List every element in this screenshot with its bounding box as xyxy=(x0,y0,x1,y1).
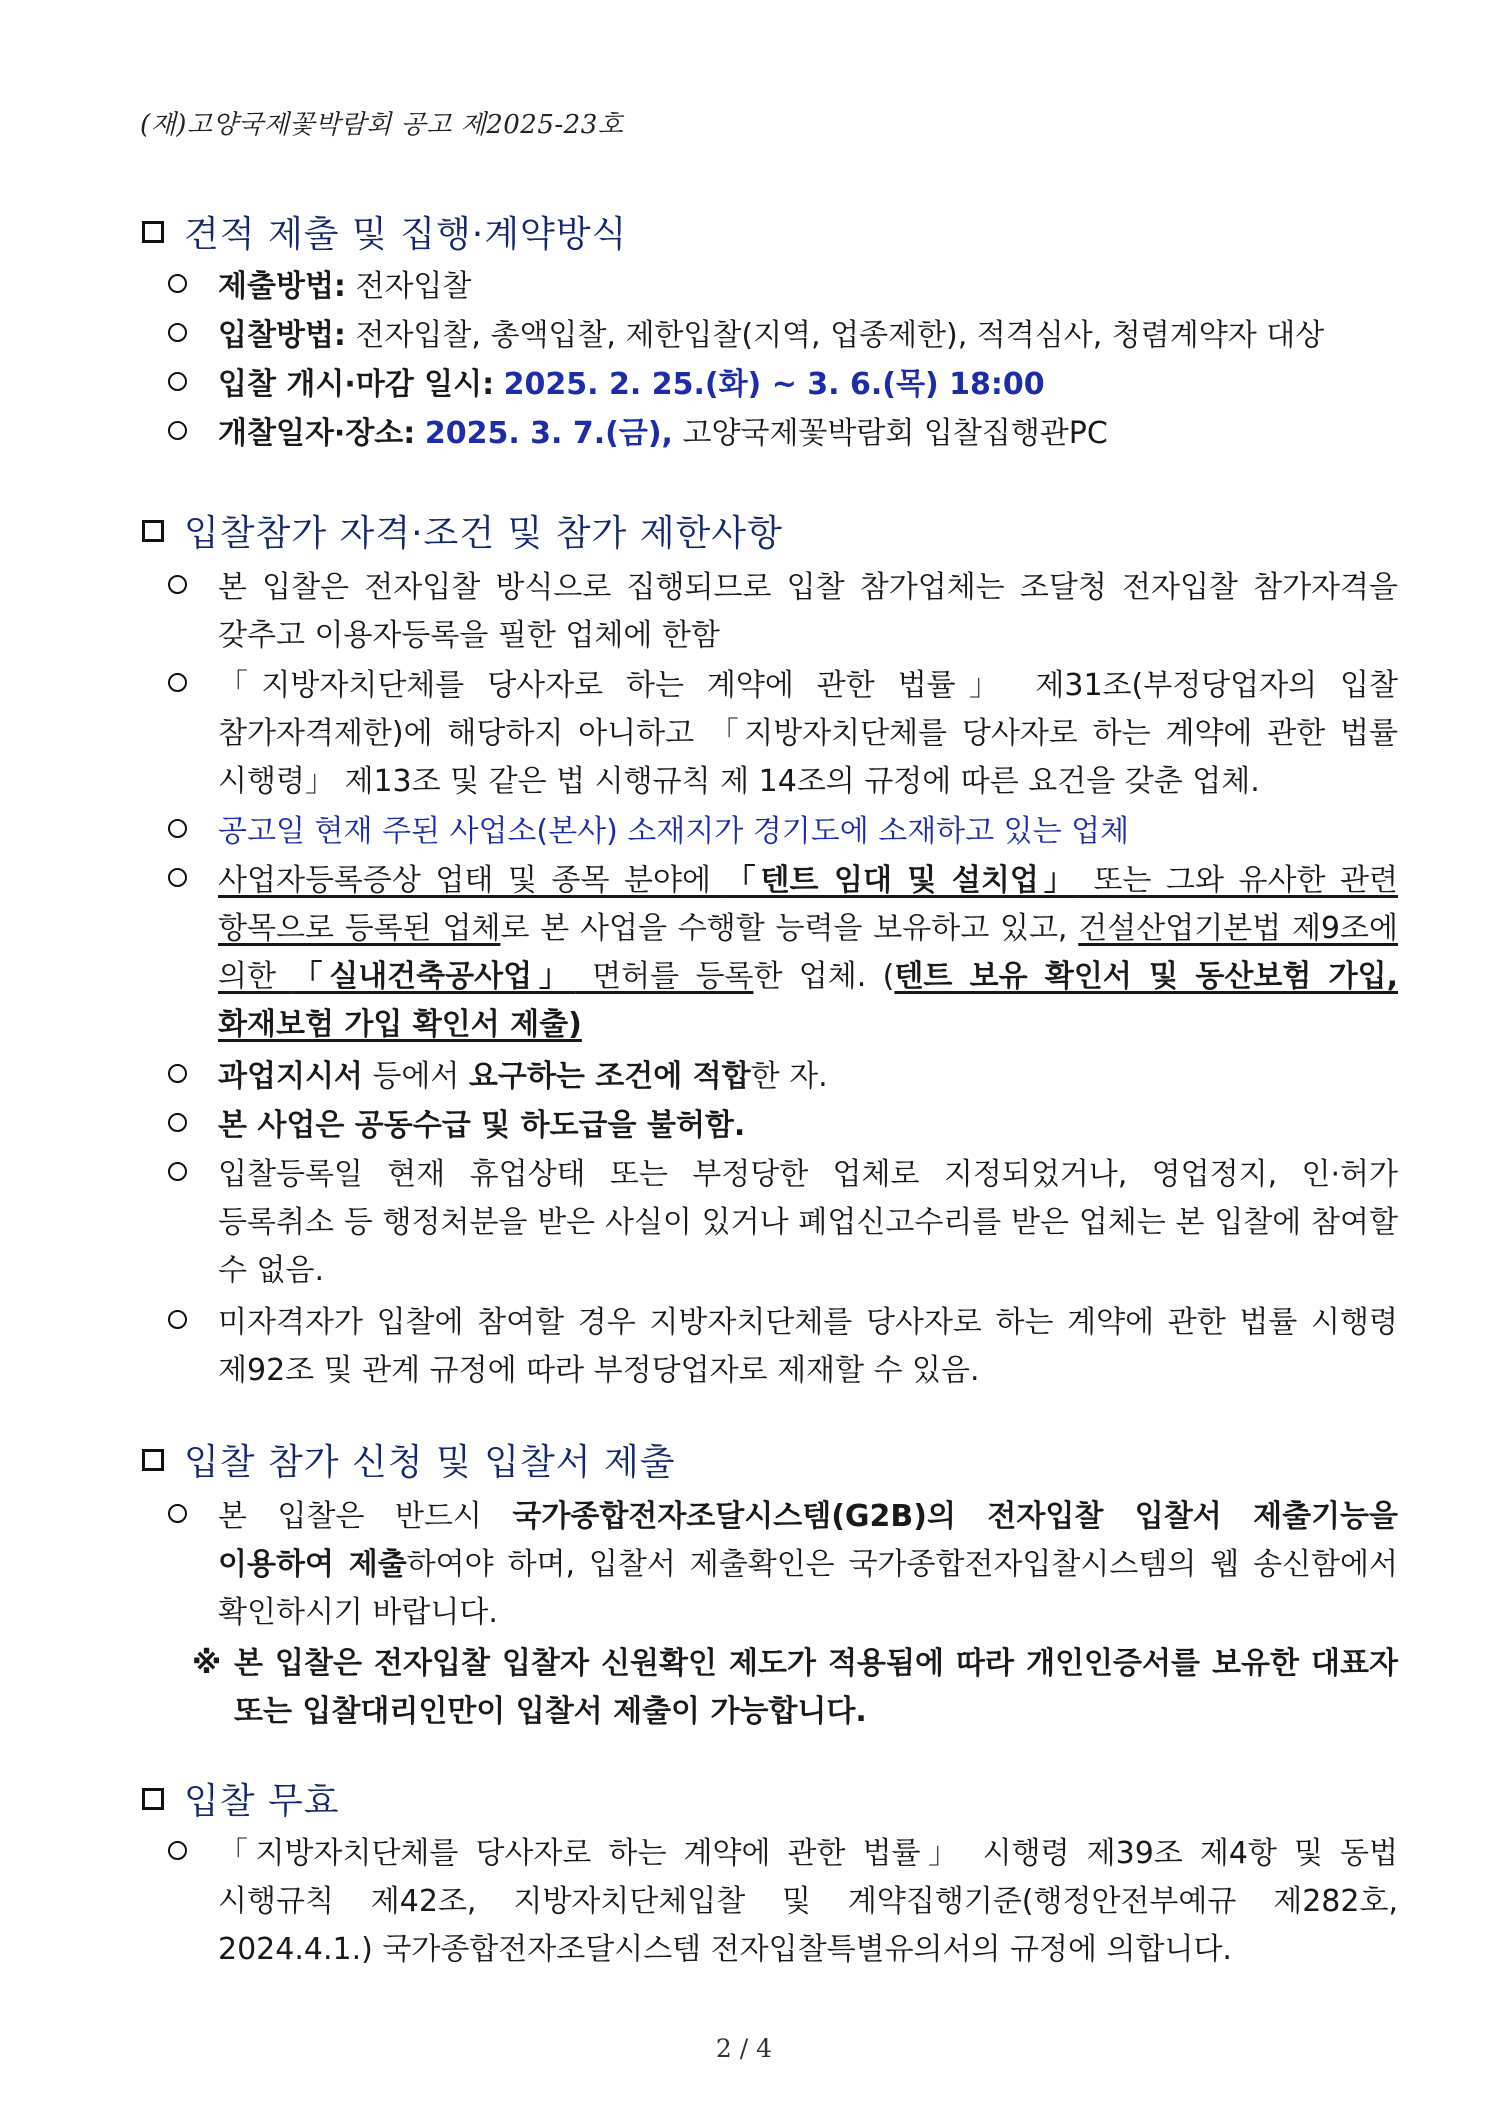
list-item-qualification-6: 본 사업은 공동수급 및 하도급을 불허함. xyxy=(168,1102,1398,1150)
list-item-qualification-8: 미자격자가 입찰에 참여할 경우 지방자치단체를 당사자로 하는 계약에 관한 법률 시행령 제92조 및 관계 규정에 따라 부정당업자로 제재할 수 있음. xyxy=(168,1299,1398,1395)
checkbox-square-icon xyxy=(142,520,164,542)
circle-bullet-icon xyxy=(168,1310,187,1329)
circle-bullet-icon xyxy=(168,1162,187,1181)
list-item-opening: 개찰일자·장소: 2025. 3. 7.(금), 고양국제꽃박람회 입찰집행관PC xyxy=(168,410,1398,458)
circle-bullet-icon xyxy=(168,1064,187,1083)
list-item-qualification-1: 본 입찰은 전자입찰 방식으로 집행되므로 입찰 참가업체는 조달청 전자입찰 참가자격을 갖추고 이용자등록을 필한 업체에 한함 xyxy=(168,564,1398,660)
list-item-bid-period: 입찰 개시·마감 일시: 2025. 2. 25.(화) ~ 3. 6.(목) 18:00 xyxy=(168,361,1398,409)
notice-number: (재)고양국제꽃박람회 공고 제2025-23호 xyxy=(140,110,624,140)
reference-mark: ※ xyxy=(192,1646,222,1681)
list-item-qualification-2: 「지방자치단체를 당사자로 하는 계약에 관한 법률」 제31조(부정당업자의 입찰 참가자격제한)에 해당하지 아니하고 「지방자치단체를 당사자로 하는 계약에 관한 법률 시행령」 제13조 및 같은 법 시행규칙 제 14조의 규정에 따른 요건을 갖춘 업체. xyxy=(168,662,1398,806)
circle-bullet-icon xyxy=(168,372,187,391)
list-item-bid-method: 입찰방법: 전자입찰, 총액입찰, 제한입찰(지역, 업종제한), 적격심사, 청렴계약자 대상 xyxy=(168,312,1398,360)
list-item-submission-method: 제출방법: 전자입찰 xyxy=(168,263,1398,311)
circle-bullet-icon xyxy=(168,575,187,594)
section-heading-invalid: 입찰 무효 xyxy=(142,1773,340,1824)
circle-bullet-icon xyxy=(168,421,187,440)
circle-bullet-icon xyxy=(168,868,187,887)
checkbox-square-icon xyxy=(142,1788,164,1810)
circle-bullet-icon xyxy=(168,1841,187,1860)
circle-bullet-icon xyxy=(168,819,187,838)
section-heading-submission: 견적 제출 및 집행·계약방식 xyxy=(142,206,627,257)
list-item-qualification-7: 입찰등록일 현재 휴업상태 또는 부정당한 업체로 지정되었거나, 영업정지, 인·허가 등록취소 등 행정처분을 받은 사실이 있거나 폐업신고수리를 받은 업체는 본 입찰에 참여할 수 없음. xyxy=(168,1151,1398,1295)
circle-bullet-icon xyxy=(168,1113,187,1132)
circle-bullet-icon xyxy=(168,323,187,342)
list-item-invalid-1: 「지방자치단체를 당사자로 하는 계약에 관한 법률」 시행령 제39조 제4항 및 동법 시행규칙 제42조, 지방자치단체입찰 및 계약집행기준(행정안전부예규 제282호, 2024.4.1.) 국가종합전자조달시스템 전자입찰특별유의서의 규정에 의합니다. xyxy=(168,1830,1398,1974)
list-item-application-1: 본 입찰은 반드시 국가종합전자조달시스템(G2B)의 전자입찰 입찰서 제출기능을 이용하여 제출하여야 하며, 입찰서 제출확인은 국가종합전자입찰시스템의 웹 송신함에서 확인하시기 바랍니다. xyxy=(168,1493,1398,1637)
circle-bullet-icon xyxy=(168,274,187,293)
circle-bullet-icon xyxy=(168,673,187,692)
list-item-qualification-3: 공고일 현재 주된 사업소(본사) 소재지가 경기도에 소재하고 있는 업체 xyxy=(168,808,1398,856)
checkbox-square-icon xyxy=(142,1449,164,1471)
section-heading-qualification: 입찰참가 자격·조건 및 참가 제한사항 xyxy=(142,505,783,556)
list-item-qualification-5: 과업지시서 등에서 요구하는 조건에 적합한 자. xyxy=(168,1053,1398,1101)
note-identity-verification: ※ 본 입찰은 전자입찰 입찰자 신원확인 제도가 적용됨에 따라 개인인증서를 보유한 대표자 또는 입찰대리인만이 입찰서 제출이 가능합니다. xyxy=(192,1640,1398,1736)
list-item-qualification-4: 사업자등록증상 업태 및 종목 분야에 「텐트 임대 및 설치업」 또는 그와 유사한 관련 항목으로 등록된 업체로 본 사업을 수행할 능력을 보유하고 있고, 건설산업기본법 제9조에 의한 「실내건축공사업」 면허를 등록한 업체. (텐트 보유 확인서 및 동산보험 가입, 화재보험 가입 확인서 제출) xyxy=(168,857,1398,1049)
checkbox-square-icon xyxy=(142,221,164,243)
section-heading-application: 입찰 참가 신청 및 입찰서 제출 xyxy=(142,1434,676,1485)
circle-bullet-icon xyxy=(168,1504,187,1523)
page-number: 2 / 4 xyxy=(715,2034,773,2063)
